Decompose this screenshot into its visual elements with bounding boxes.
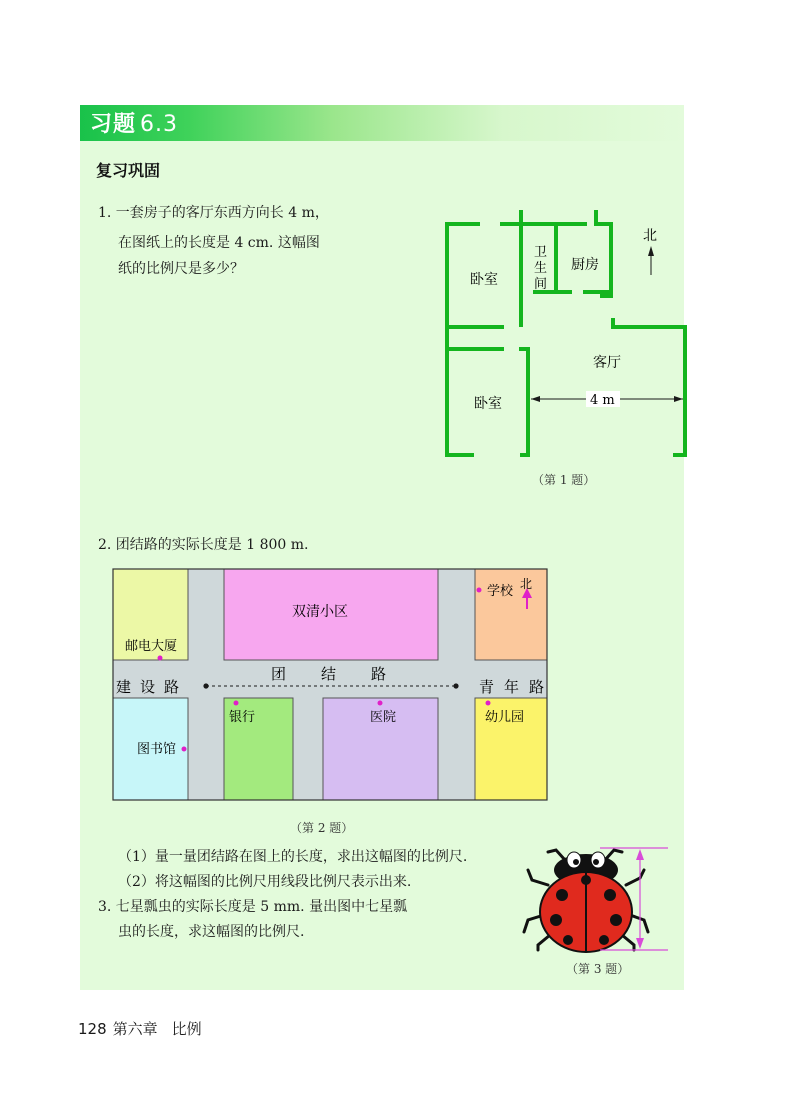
figure3-caption: （第 3 题） <box>566 962 630 976</box>
problem1-line1: 1. 一套房子的客厅东西方向长 4 m， <box>98 205 329 221</box>
label-map-north: 北 <box>520 577 533 591</box>
label-community: 双清小区 <box>292 604 348 620</box>
road-mid-char2: 结 <box>321 665 337 683</box>
room-bedroom-2: 卧室 <box>474 396 502 412</box>
problem2-sub2: （2）将这幅图的比例尺用线段比例尺表示出来. <box>118 874 412 890</box>
room-bathroom-char1: 卫 <box>534 245 548 260</box>
road-right-char2: 年 <box>504 678 520 696</box>
road-left-char3: 路 <box>164 678 180 696</box>
problem2-intro: 2. 团结路的实际长度是 1 800 m. <box>98 537 309 553</box>
figure2-caption: （第 2 题） <box>290 821 354 835</box>
road-left-char2: 设 <box>140 678 156 696</box>
label-hospital: 医院 <box>370 710 397 725</box>
road-mid-char1: 团 <box>271 665 287 683</box>
label-bank: 银行 <box>229 710 256 725</box>
problem1-line3: 纸的比例尺是多少？ <box>118 261 244 277</box>
problem3-line1: 3. 七星瓢虫的实际长度是 5 mm. 量出图中七星瓢 <box>98 899 408 915</box>
label-school: 学校 <box>487 584 514 599</box>
measure-arrow-down-icon <box>636 938 644 949</box>
label-kindergarten: 幼儿园 <box>485 710 525 725</box>
exercise-number: 6.3 <box>140 112 179 137</box>
label-post-office: 邮电大厦 <box>125 639 178 654</box>
floorplan-north-label: 北 <box>643 228 657 244</box>
chapter-topic: 比例 <box>171 1020 202 1038</box>
page-footer <box>78 1018 202 1039</box>
problem1-line2: 在图纸上的长度是 4 cm. 这幅图 <box>118 235 320 251</box>
ladybug-pupil-left-icon <box>573 859 579 865</box>
label-library: 图书馆 <box>137 742 177 757</box>
exercise-label: 习题 <box>90 112 137 137</box>
problem2-sub1: （1）量一量团结路在图上的长度，求出这幅图的比例尺. <box>118 849 468 865</box>
room-bathroom-char3: 间 <box>534 277 548 292</box>
figure1-caption: （第 1 题） <box>532 473 596 487</box>
room-bedroom-1: 卧室 <box>470 272 498 288</box>
road-left-char1: 建 <box>116 678 132 696</box>
page-number: 128 <box>78 1020 107 1038</box>
measure-arrow-up-icon <box>636 849 644 860</box>
floorplan-dimension: 4 m <box>590 393 615 408</box>
road-mid-char3: 路 <box>371 665 387 683</box>
ladybug-pupil-right-icon <box>593 859 599 865</box>
chapter-label: 第六章 <box>112 1020 158 1038</box>
room-living: 客厅 <box>593 355 621 371</box>
room-bathroom-char2: 生 <box>534 261 548 276</box>
road-right-char3: 路 <box>529 678 545 696</box>
room-kitchen: 厨房 <box>571 257 599 273</box>
road-right-char1: 青 <box>479 678 495 696</box>
section-title: 复习巩固 <box>96 161 161 180</box>
problem3-line2: 虫的长度，求这幅图的比例尺. <box>118 924 305 940</box>
